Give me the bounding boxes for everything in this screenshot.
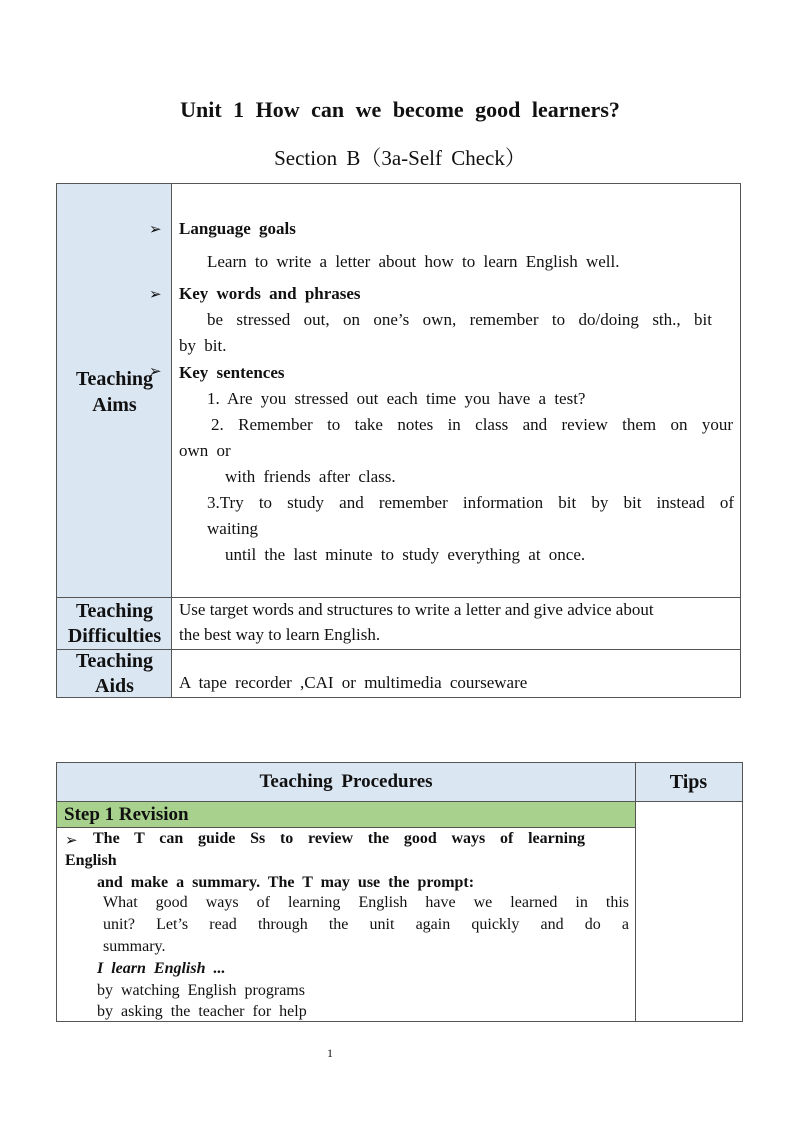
document-title: Unit 1 How can we become good learners? [180, 97, 620, 122]
learn-english-heading: I learn English ... [97, 960, 226, 977]
document-subtitle: Section B（3a-Self Check） [274, 146, 526, 170]
key-sentence-2: 2. Remember to take notes in class and review them on your [211, 415, 733, 434]
teaching-aids-label-cell [57, 649, 172, 697]
aids-text: A tape recorder ,CAI or multimedia courseware [179, 673, 528, 692]
key-sentence-1: 1. Are you stressed out each time you have a test? [207, 389, 586, 408]
procedure-item-cont: and make a summary. The T may use the prompt: [97, 874, 475, 891]
teaching-aids-label: Teaching Aids [75, 650, 154, 697]
prompt-text: unit? Let’s read through the unit again quickly and do a [103, 916, 629, 933]
arrow-bullet-icon: ➢ [65, 833, 78, 849]
teaching-aims-label-cell [57, 184, 172, 597]
key-words-line: be stressed out, on one’s own, remember to do/doing sth., bit [207, 310, 712, 329]
difficulties-text: the best way to learn English. [179, 625, 381, 644]
key-sentence-3-cont: until the last minute to study everything at once. [225, 545, 586, 564]
learning-way: by watching English programs [97, 982, 305, 999]
language-goals-heading: Language goals [179, 219, 296, 238]
teaching-procedures-table [56, 762, 743, 1022]
language-goals-text: Learn to write a letter about how to learn English well. [207, 252, 620, 271]
arrow-bullet-icon: ➢ [149, 364, 162, 380]
row-divider [57, 649, 740, 650]
tips-header: Tips [669, 771, 708, 793]
prompt-text: What good ways of learning English have we learned in this [103, 894, 629, 911]
learning-way: by asking the teacher for help [97, 1003, 307, 1020]
key-sentence-2-cont: own or [179, 441, 231, 460]
key-sentence-3-cont: waiting [207, 519, 258, 538]
difficulties-text: Use target words and structures to write a letter and give advice about [179, 600, 654, 619]
key-words-line: by bit. [179, 336, 227, 355]
key-sentence-3: 3.Try to study and remember information bit by bit instead of [207, 493, 734, 512]
step-1-title: Step 1 Revision [57, 802, 635, 828]
teaching-aims-label: Teaching Aims [75, 368, 154, 416]
row-divider [57, 597, 740, 598]
teaching-difficulties-label: Teaching Difficulties [67, 600, 162, 647]
prompt-text: summary. [103, 938, 166, 955]
arrow-bullet-icon: ➢ [149, 287, 162, 303]
procedure-item: The T can guide Ss to review the good ways of learning [93, 830, 585, 847]
arrow-bullet-icon: ➢ [149, 222, 162, 238]
column-divider [635, 763, 636, 1021]
key-sentence-2-cont: with friends after class. [225, 467, 396, 486]
teaching-info-table [56, 183, 741, 698]
page-number: 1 [327, 1046, 333, 1060]
procedure-item-cont: English [65, 852, 117, 869]
procedures-header: Teaching Procedures [259, 771, 433, 792]
teaching-difficulties-label-cell [57, 597, 172, 649]
key-words-heading: Key words and phrases [179, 284, 361, 303]
key-sentences-heading: Key sentences [179, 363, 285, 382]
